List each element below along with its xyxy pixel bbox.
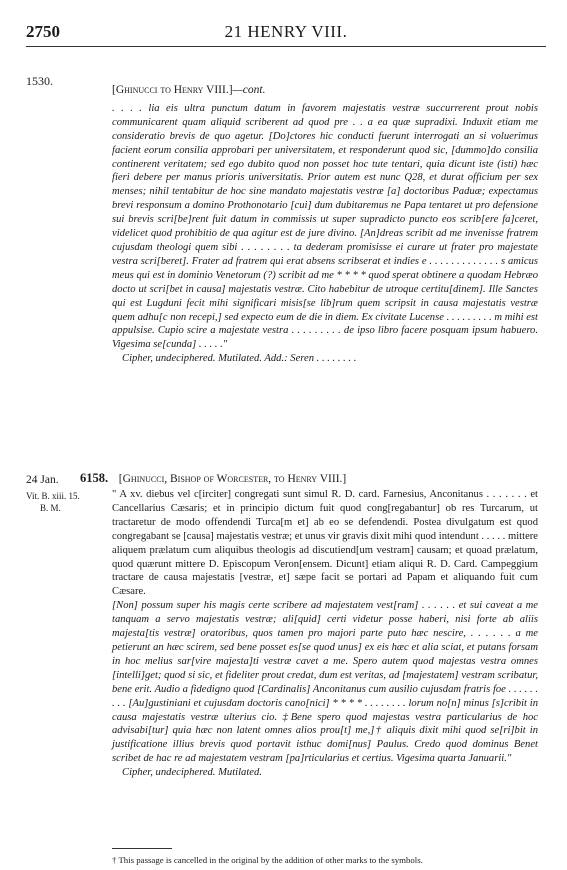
entry2-text-italic: [Non] possum super his magis certe scribere ad majestatem vest[ram] . . . . . . et sui caveat a me tanquam a servo majestatis vestræ; ali[quid] certi videtur posse haberi, nisi forte ab aliis majesta[tis vestræ] oratoribus, quos tamen pro majori parte puto hæc nescire, . . . . . . a me petierunt an hæc scirem, sed bene posset es[se quod unus] ex eis hæc et alia sciat, et putans forsam in hoc melius sar[vire majesta]ti vestræ cavet a me. Spero autem quod majestas vestra omnes [intelli]get; quod si sic, et fideliter prout credat, dum est veritas, ad [majestatem] vestram scribatur, bene erit. Audio a fidedigno quod [Cardinalis] Anconitanus cum ausilio cujusdam fratris foe . . . . . . . . . [Au]gustiniani et cujusdam doctoris cano[nici] * * * * . . . . . . . . lorum no[n] minus [s]cribit in causa majestatis vestræ ulterius cio. ‡Bene spero quod majestas vestra particularius de hoc advisabi[tur] quia hæc non latent omnes alios prou[t] me,]† aliquis dixit mihi quod se[ri]bit in justificatione illius brevis quod portavit isthuc domi[nus] Paulus. Credo quod dominus Benet scribet de hac re ad majestatem vestram [pa]rticularius et certius. Vigesima quarta Januarii." bbox=[112, 600, 538, 765]
entry2-number: 6158. bbox=[80, 471, 109, 485]
entry1-year: 1530. bbox=[26, 74, 53, 88]
entry2-text-roman: " A xv. diebus vel c[irciter] congregati sunt simul R. D. card. Farnesius, Anconitanus . . . . . . . et Cancellarius Cæsaris; et in principio dictum fuit quod cong[regabantur] ob res Turcarum, ut tractaretur de modo offendendi Turca[m et] ab eo se defendendi. Postea divulgatum est quod congregabant se [causa] majestatis vestræ; et unus vir gravis dixit mihi quod intendunt . . . . . mittere aliquem prælatum cum aliquibus theologis ad discutiend[um vestram] causam; et quoad prælatum, quod quærunt mittere D. Episcopum Veron[ensem. Dicunt] etiam aliqui R. D. Card. Campeggium tractare de causa majestatis [vestræ, et] sæpe facit se portari ad Papam et aliquando fuit cum Cæsare. bbox=[112, 489, 538, 598]
entry2 bbox=[112, 488, 538, 780]
page-number: 2750 bbox=[26, 22, 60, 41]
footnote: † This passage is cancelled in the original by the addition of other marks to the symbols. bbox=[112, 855, 423, 865]
running-title: 21 HENRY VIII. bbox=[224, 22, 348, 41]
entry1-title: [Ghinucci to Henry VIII.] bbox=[112, 84, 233, 96]
entry1 bbox=[112, 84, 538, 366]
entry2-ref2: B. M. bbox=[40, 503, 61, 513]
entry1-text: . . . . lia eis ultra punctum datum in favorem majestatis vestræ succurrerent prout nobis communicarent quam aliquid scriberent ad quod pre . . a ea quæ supradixi. Induxit etiam me consideratio brevis de quo agetur. [Do]ctores hic conducti fuerunt interrogati an si voluerimus facient eorum consilia approbari per universitatem, et responderunt quod sic, [dummo]do consilia continerent veritatem; sed ego dubito quod non posset hoc tute tentari, quia dicunt iste (isti) hæc fieri debere per manus prioris universitatis. Prior autem est nunc Q28, et durat officium per sex menses; nihil tentabitur de hoc sine mandato majestatis vestræ [a] doctoribus Paduæ; expectamus brevi responsum a domino Prothonotario [cui] dum dubitaremus ne Papa tentaret ut pro defensione sui brevis scri[be]rent fuit datum in commissis ut super supradicto puncto eos scrib[ere fa]ceret, videlicet quod prohibitio de qua agitur est de jure divino. [An]dreas scribit ad me invenisse fratrem cujusdam theologi quem sibi . . . . . . . . ta dederam promisisse ei curare ut frater pro majestate vestra scri[beret]. Frater ad fratrem qui erat absens scribserat et indies e . . . . . . . . . . . . . s amicus meus qui est in dominio Venetorum (?) scribit ad me * * * * quod sperat obtinere a quodam Hebræo docto ut scri[bet in causa] majestatis vestræ. Cito habebitur de utroque certitu[dinem]. Ille Sanctes qui est Lugduni fecit mihi significari misis[se lib]rum quem scripsit in causa majestatis vestræ quem adhu[c non recepi,] sed expecto eum de die in diem. Ex civitate Lucense . . . . . . . . . m mihi est appulsise. Cupio scire a majestate vestra . . . . . . . . . de ipso libro facere posquam ipsum habuero. Vigesima se[cunda] . . . . ." bbox=[112, 102, 538, 351]
page-header bbox=[26, 22, 546, 42]
entry1-heading bbox=[112, 84, 538, 98]
entry2-heading: [Ghinucci, Bishop of Worcester, to Henry VIII.] bbox=[118, 473, 347, 485]
entry1-cont: —cont. bbox=[232, 84, 266, 96]
entry2-note: Cipher, undeciphered. Mutilated. bbox=[122, 767, 262, 779]
entry2-ref1: Vit. B. xiii. 15. bbox=[26, 491, 80, 501]
header-rule bbox=[26, 46, 546, 47]
footnote-rule bbox=[112, 848, 172, 849]
entry2-date: 24 Jan. bbox=[26, 474, 59, 486]
entry2-heading-line bbox=[80, 472, 540, 487]
entry1-note: Cipher, undeciphered. Mutilated. Add.: Seren . . . . . . . . bbox=[122, 353, 357, 365]
